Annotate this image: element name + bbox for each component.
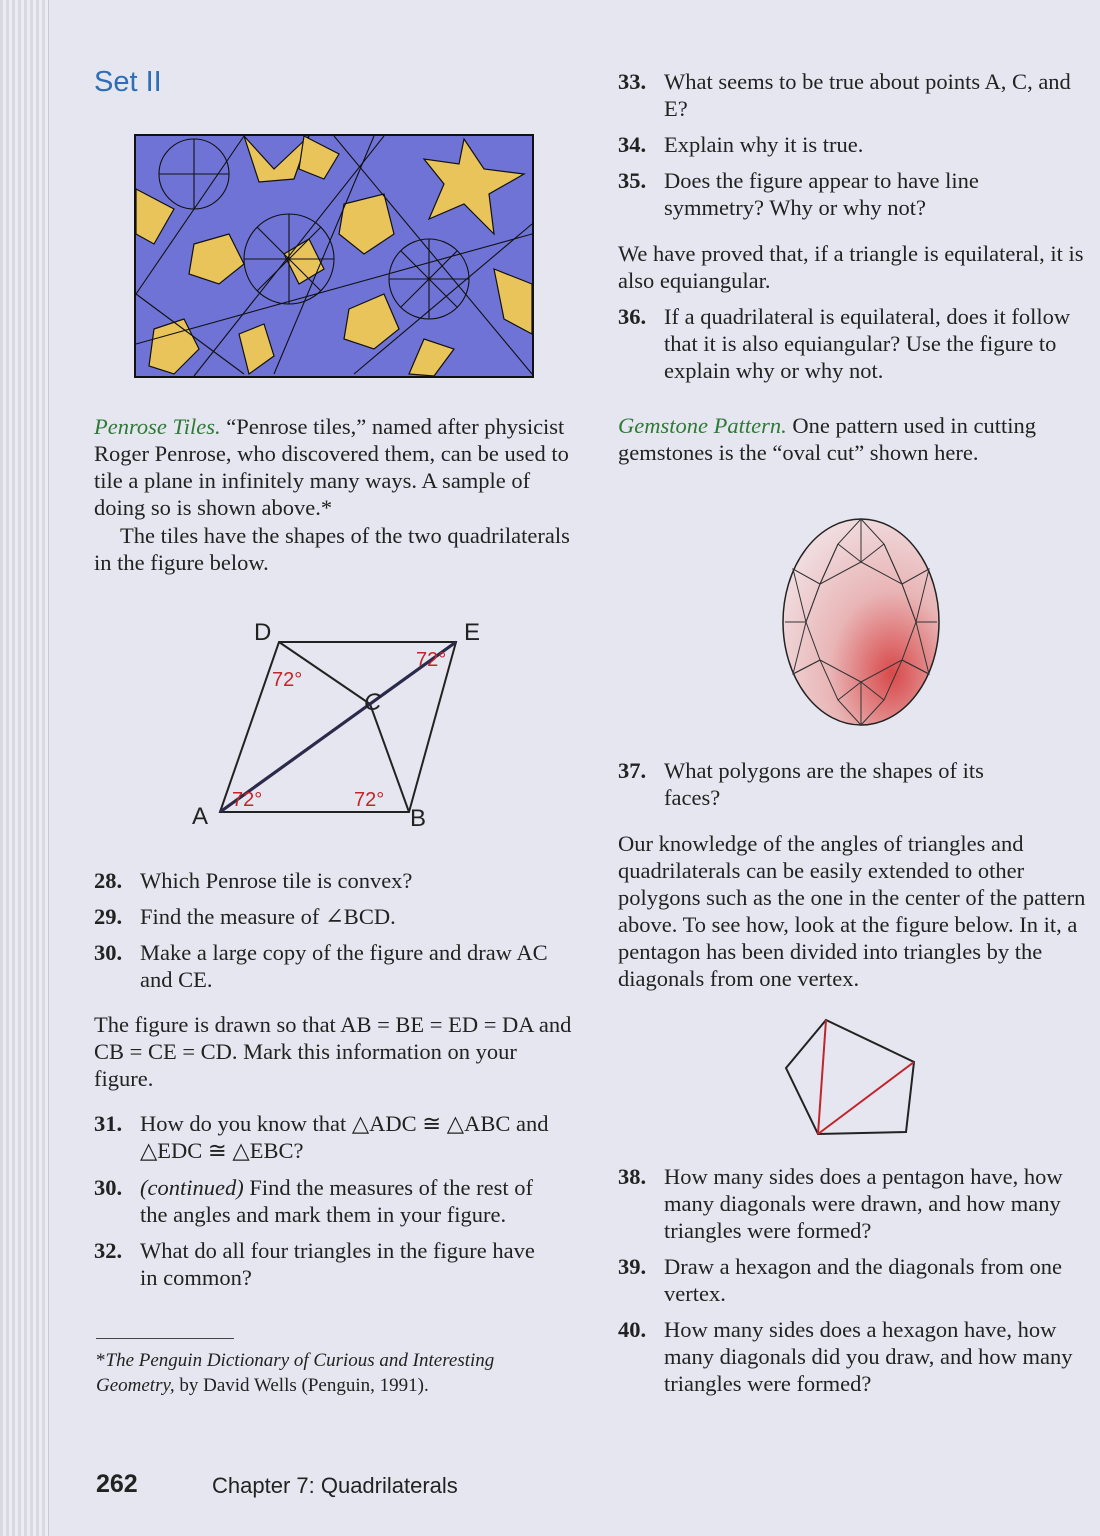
question-32 xyxy=(94,1237,572,1291)
gemstone-text: One pattern used in cutting gemstones is the “oval cut” shown here. xyxy=(618,413,1037,465)
question-text: Find the measure of ∠BCD. xyxy=(140,904,396,929)
set-heading: Set II xyxy=(94,66,162,98)
question-38 xyxy=(618,1163,1088,1244)
questions-33-35 xyxy=(618,68,1100,221)
continued-label: (continued) xyxy=(140,1175,244,1200)
gemstone-lead: Gemstone Pattern. xyxy=(618,413,787,438)
proved-paragraph: We have proved that, if a triangle is equilateral, it is also equiangular. xyxy=(618,241,1084,293)
question-30 xyxy=(94,939,564,993)
question-31 xyxy=(94,1110,572,1164)
question-text: How do you know that △ADC ≅ △ABC and △EDC ≅ △EBC? xyxy=(140,1111,549,1163)
question-number: 29. xyxy=(94,904,123,929)
chapter-title: Chapter 7: Quadrilaterals xyxy=(212,1473,458,1498)
question-text: Explain why it is true. xyxy=(664,132,864,157)
question-30-continued xyxy=(94,1174,572,1228)
question-37-block xyxy=(618,757,1088,811)
question-text: What do all four triangles in the figure have in common? xyxy=(140,1238,535,1290)
questions-28-30 xyxy=(94,867,564,993)
penrose-quadrilateral-figure xyxy=(188,612,488,834)
footnote-rest: by David Wells (Penguin, 1991). xyxy=(174,1375,429,1396)
question-number: 40. xyxy=(618,1317,647,1342)
label-a: A xyxy=(192,803,209,830)
question-text: Which Penrose tile is convex? xyxy=(140,868,413,893)
angle-b-label: 72° xyxy=(354,789,385,811)
questions-31-32 xyxy=(94,1110,572,1291)
questions-38-40 xyxy=(618,1163,1088,1397)
question-text: Find the measures of the rest of the angles and mark them in your figure. xyxy=(140,1175,534,1227)
knowledge-paragraph: Our knowledge of the angles of triangles and quadrilaterals can be easily extended to other polygons such as the one in the center of the pattern above. To see how, look at the figure below. In it, a pentagon has been divided into triangles by the diagonals from one vertex. xyxy=(618,831,1086,991)
gemstone-paragraph xyxy=(618,412,1068,466)
question-37 xyxy=(618,757,1088,811)
question-number: 35. xyxy=(618,168,647,193)
label-e: E xyxy=(464,619,481,646)
question-number: 28. xyxy=(94,868,123,893)
label-c: C xyxy=(364,689,382,716)
question-text: Does the figure appear to have line symmetry? Why or why not? xyxy=(664,168,979,220)
question-number: 30. xyxy=(94,940,123,965)
angle-a-label: 72° xyxy=(232,789,263,811)
question-text: How many sides does a pentagon have, how many diagonals were drawn, and how many triangles were formed? xyxy=(664,1164,1063,1243)
question-39 xyxy=(618,1253,1088,1307)
question-number: 36. xyxy=(618,304,647,329)
question-number: 34. xyxy=(618,132,647,157)
penrose-lead: Penrose Tiles. xyxy=(94,414,221,439)
penrose-tiling-figure xyxy=(134,134,534,378)
question-number: 39. xyxy=(618,1254,647,1279)
question-28 xyxy=(94,867,564,894)
question-33 xyxy=(618,68,1100,122)
figure-info-paragraph: The figure is drawn so that AB = BE = ED = DA and CB = CE = CD. Mark this information on your figure. xyxy=(94,1012,572,1091)
footnote-title: The Penguin Dictionary of Curious and Interesting Geometry, xyxy=(96,1350,495,1396)
question-number: 32. xyxy=(94,1238,123,1263)
footnote xyxy=(96,1348,556,1398)
question-text: How many sides does a hexagon have, how many diagonals did you draw, and how many triangles were formed? xyxy=(664,1317,1073,1396)
question-number: 38. xyxy=(618,1164,647,1189)
footnote-divider xyxy=(96,1338,234,1339)
penrose-paragraph-2: The tiles have the shapes of the two quadrilaterals in the figure below. xyxy=(94,523,570,575)
question-34 xyxy=(618,131,1100,158)
label-b: B xyxy=(410,805,427,832)
penrose-paragraph xyxy=(94,413,576,521)
footnote-star: * xyxy=(96,1350,106,1371)
question-36 xyxy=(618,303,1088,384)
question-text: What polygons are the shapes of its faces? xyxy=(664,758,984,810)
question-text: If a quadrilateral is equilateral, does it follow that it is also equiangular? Use the figure to explain why or why not. xyxy=(664,304,1071,383)
question-number: 31. xyxy=(94,1111,123,1136)
question-text: Make a large copy of the figure and draw AC and CE. xyxy=(140,940,548,992)
question-text: Draw a hexagon and the diagonals from one vertex. xyxy=(664,1254,1062,1306)
page-number: 262 xyxy=(96,1470,138,1498)
question-29 xyxy=(94,903,564,930)
question-35 xyxy=(618,167,1100,221)
question-number: 33. xyxy=(618,69,647,94)
angle-d-label: 72° xyxy=(272,669,303,691)
oval-cut-gemstone-figure xyxy=(778,514,944,730)
question-text: What seems to be true about points A, C, and E? xyxy=(664,69,1071,121)
question-number: 30. xyxy=(94,1175,123,1200)
question-number: 37. xyxy=(618,758,647,783)
pentagon-diagonals-figure xyxy=(780,1012,922,1140)
label-d: D xyxy=(254,619,272,646)
angle-e-label: 72° xyxy=(416,649,447,671)
question-40 xyxy=(618,1316,1088,1397)
question-36-block xyxy=(618,303,1088,384)
book-spine xyxy=(0,0,49,1536)
penrose-text: “Penrose tiles,” named after physicist Roger Penrose, who discovered them, can be used to tile a plane in infinitely many ways. A sample of doing so is shown above.* xyxy=(94,414,569,520)
